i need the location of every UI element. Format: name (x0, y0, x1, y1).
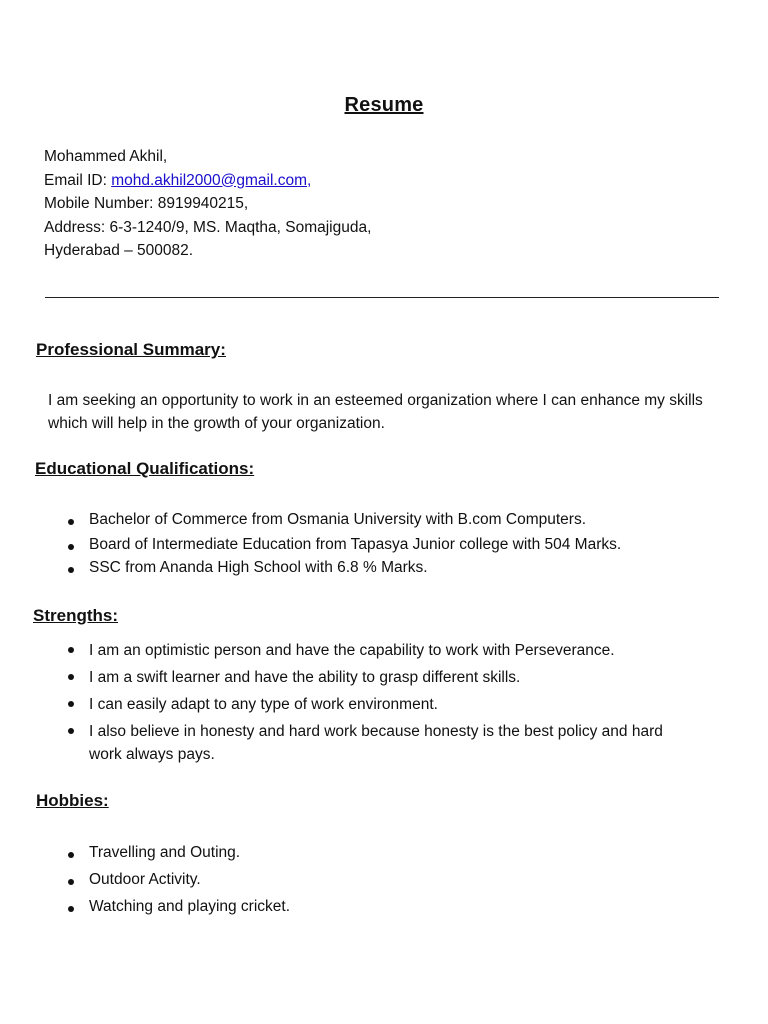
email-link[interactable]: mohd.akhil2000@gmail.com, (111, 171, 312, 189)
contact-mobile: Mobile Number: 8919940215, (44, 195, 249, 212)
list-item: Watching and playing cricket. (0, 898, 689, 925)
strengths-list (0, 639, 689, 766)
list-item: I am an optimistic person and have the capability to work with Perseverance. (0, 639, 689, 662)
list-item: I am a swift learner and have the ability to grasp different skills. (0, 666, 689, 689)
hobbies-list (0, 844, 689, 925)
contact-address-line2: Hyderabad – 500082. (44, 242, 194, 259)
contact-block (44, 145, 371, 263)
list-item: Bachelor of Commerce from Osmania University with B.com Computers. (0, 511, 689, 536)
contact-name: Mohammed Akhil, (44, 148, 168, 165)
page-title: Resume (344, 94, 424, 116)
education-list (0, 511, 689, 582)
list-item: Board of Intermediate Education from Tapasya Junior college with 504 Marks. (0, 536, 689, 559)
strengths-heading: Strengths: (33, 606, 118, 625)
list-item: Outdoor Activity. (0, 871, 689, 898)
list-item: I can easily adapt to any type of work environment. (0, 693, 689, 716)
education-heading: Educational Qualifications: (35, 459, 255, 478)
summary-heading: Professional Summary: (36, 340, 226, 359)
email-label: Email ID: (44, 171, 112, 189)
list-item: Travelling and Outing. (0, 844, 689, 871)
horizontal-divider (45, 297, 719, 298)
list-item: SSC from Ananda High School with 6.8 % Marks. (0, 559, 689, 582)
list-item: I also believe in honesty and hard work because honesty is the best policy and hard work always pays. (0, 720, 689, 766)
hobbies-heading: Hobbies: (36, 791, 109, 810)
summary-text: I am seeking an opportunity to work in an esteemed organization where I can enhance my skills which will help in the growth of your organization. (48, 392, 703, 432)
contact-email-line (44, 169, 371, 193)
contact-address-line1: Address: 6-3-1240/9, MS. Maqtha, Somajiguda, (44, 218, 372, 236)
